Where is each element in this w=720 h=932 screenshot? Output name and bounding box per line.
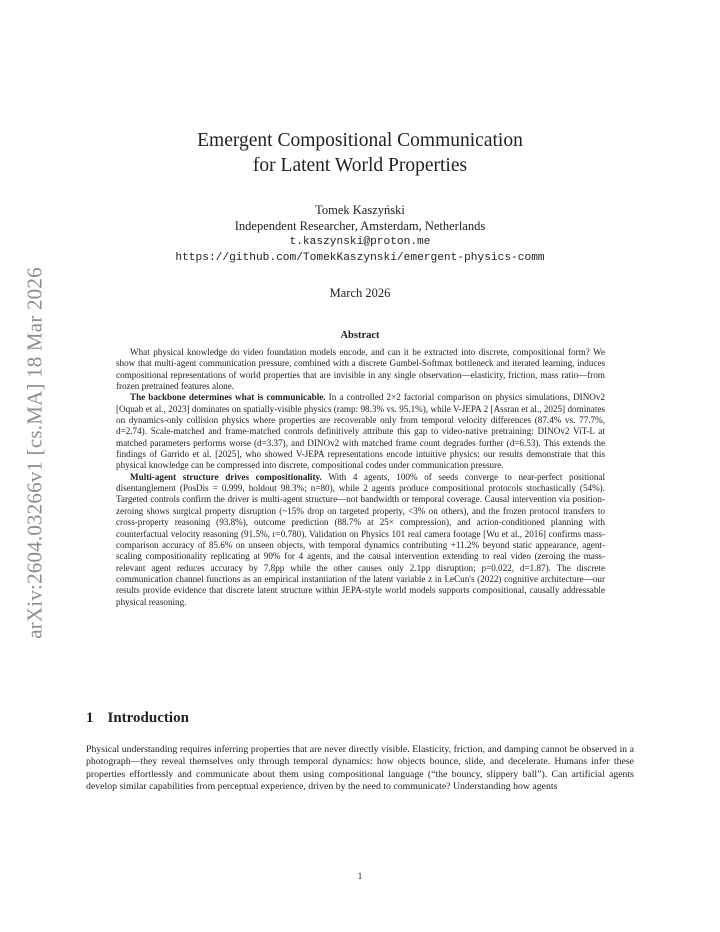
abstract-paragraph-2-text: In a controlled 2×2 factorial comparison on physics simulations, DINOv2 [Oquab et al., 2023] dominates on spatially-visible physics (ramp: 98.3% vs. 95.1%), while V-JEPA 2 [Assran et al., 2025] dominates on dynamics-only collision physics where properties are recoverable only from temporal velocity differences (87.4% vs. 77.7%, d=2.74). Scale-matched and frame-matched controls definitively attribute this gap to video-native pretraining: DINOv2 ViT-L at matched parameters performs worse (d=3.37), and DINOv2 with matched frame count degrades further (d=6.53). This extends the findings of Garrido et al. [2025], who showed V-JEPA representations encode intuitive physics: our results demonstrate that this physical knowledge can be compressed into discrete, compositional codes under communication pressure.: [116, 392, 606, 471]
section-number: 1: [86, 710, 94, 726]
author-email-link[interactable]: t.kaszynski@proton.me: [289, 236, 431, 248]
author-name: Tomek Kaszyński: [315, 203, 405, 217]
repository-link[interactable]: https://github.com/TomekKaszynski/emergent-physics-comm: [175, 252, 545, 264]
page-number: 1: [357, 872, 363, 882]
abstract-paragraph-1: What physical knowledge do video foundation models encode, and can it be extracted into discrete, compositional form? We show that multi-agent communication pressure, combined with a discrete Gumbel-Softmax bottleneck and iterated learning, induces compositional representations of world properties that are invisible in any single observation—elasticity, friction, mass ratio—from frozen pretrained features alone.: [116, 347, 605, 392]
publication-date: March 2026: [329, 286, 391, 300]
author-block: [110, 202, 610, 266]
arxiv-identifier-stamp: [21, 258, 49, 648]
abstract-paragraph-2-lead: The backbone determines what is communicable.: [130, 392, 326, 403]
section-title: Introduction: [107, 710, 189, 726]
abstract-paragraph-2: [116, 392, 605, 471]
arxiv-stamp-text: arXiv:2604.03266v1 [cs.MA] 18 Mar 2026: [22, 267, 47, 639]
author-affiliation: Independent Researcher, Amsterdam, Netherlands: [234, 219, 486, 233]
abstract-paragraph-3: [116, 472, 605, 608]
abstract-paragraph-3-lead: Multi-agent structure drives compositionality.: [130, 471, 322, 482]
introduction-paragraph: Physical understanding requires inferring properties that are never directly visible. Elasticity, friction, and damping cannot be observed in a photograph—they reveal themselves only through temporal dynamics: how objects bounce, slide, and decelerate. Humans infer these properties effortlessly and communicate about them using compositional language (“the bouncy, slippery ball”). Can artificial agents develop similar capabilities from perceptual experience, driven by the need to communicate? Understanding how agents: [86, 744, 634, 793]
abstract-heading: Abstract: [340, 330, 380, 341]
abstract-body: [116, 347, 605, 608]
section-heading-introduction: [86, 710, 189, 727]
title-line-1: Emergent Compositional Communication: [197, 130, 523, 151]
title-line-2: for Latent World Properties: [252, 155, 468, 176]
paper-title: [110, 128, 610, 178]
abstract-paragraph-3-text: With 4 agents, 100% of seeds converge to near-perfect positional disentanglement (PosDis = 0.999, holdout 98.3%; n=80), while 2 agents produce compositional protocols stochastically (54%). Targeted controls confirm the driver is multi-agent structure—not bandwidth or temporal coverage. Causal intervention via position-zeroing shows surgical property disruption (~15% drop on targeted property, <3% on others), and the frozen protocol transfers to cross-property reasoning (93.8%), outcome prediction (88.7% at 25× compression), and action-conditioned planning with counterfactual velocity reasoning (91.5%, r=0.780). Validation on Physics 101 real camera footage [Wu et al., 2016] confirms mass-comparison accuracy of 85.6% on unseen objects, with temporal dynamics contributing +11.2% beyond static appearance, agent-scaling compositionality replicating at 90% for 4 agents, and the causal intervention extending to real video (zeroing the mass-relevant agent reduces accuracy by 7.8pp while the other causes only 2.1pp disruption; p=0.022, d=1.87). The discrete communication channel functions as an empirical instantiation of the latent variable z in LeCun's (2022) cognitive architecture—our results provide evidence that discrete latent structure within JEPA-style world models supports compositional, causally addressable physical reasoning.: [116, 471, 605, 607]
